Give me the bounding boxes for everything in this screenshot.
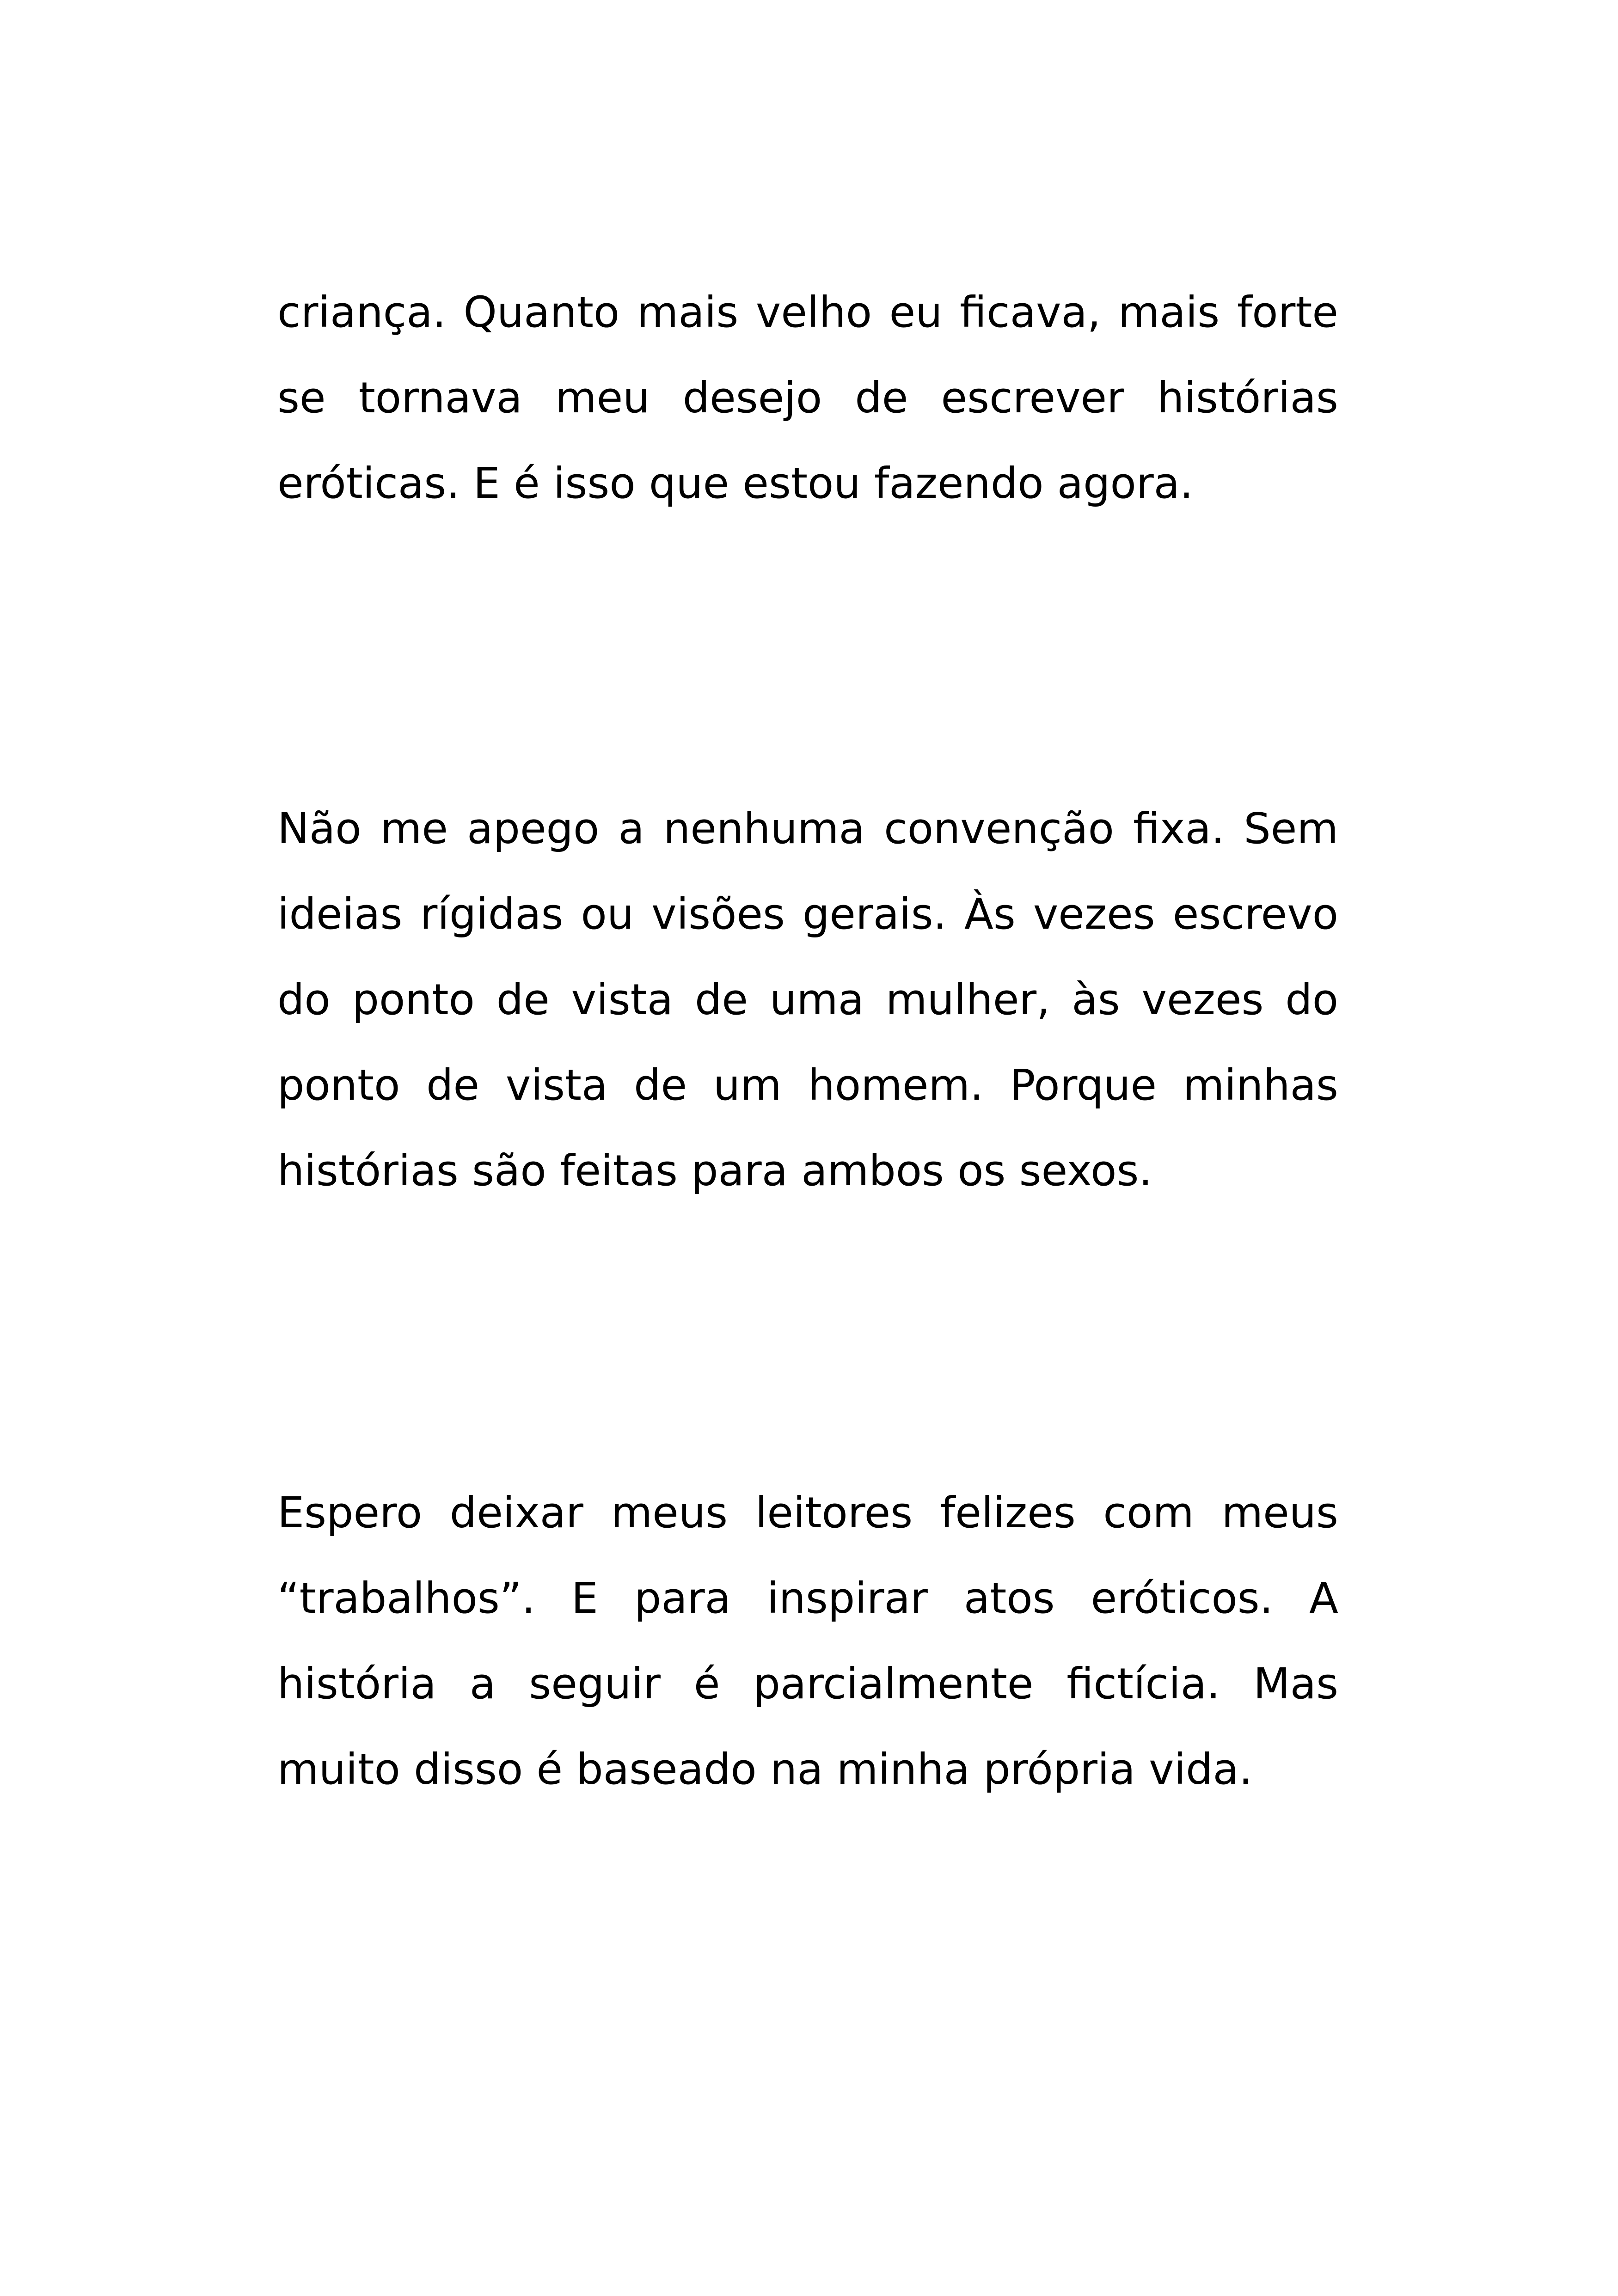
paragraph-3: Espero deixar meus leitores felizes com meus “trabalhos”. E para inspirar atos eróticos. A história a seguir é parcialmente fictícia. Mas muito disso é baseado na minha própria vida. bbox=[277, 1488, 1338, 1794]
paragraph-1: criança. Quanto mais velho eu ficava, mais forte se tornava meu desejo de escrever histórias eróticas. E é isso que estou fazendo agora. bbox=[277, 288, 1338, 508]
paragraph-2: Não me apego a nenhuma convenção fixa. Sem ideias rígidas ou visões gerais. Às vezes escrevo do ponto de vista de uma mulher, às vezes do ponto de vista de um homem. Porque minhas histórias são feitas para ambos os sexos. bbox=[277, 804, 1338, 1195]
